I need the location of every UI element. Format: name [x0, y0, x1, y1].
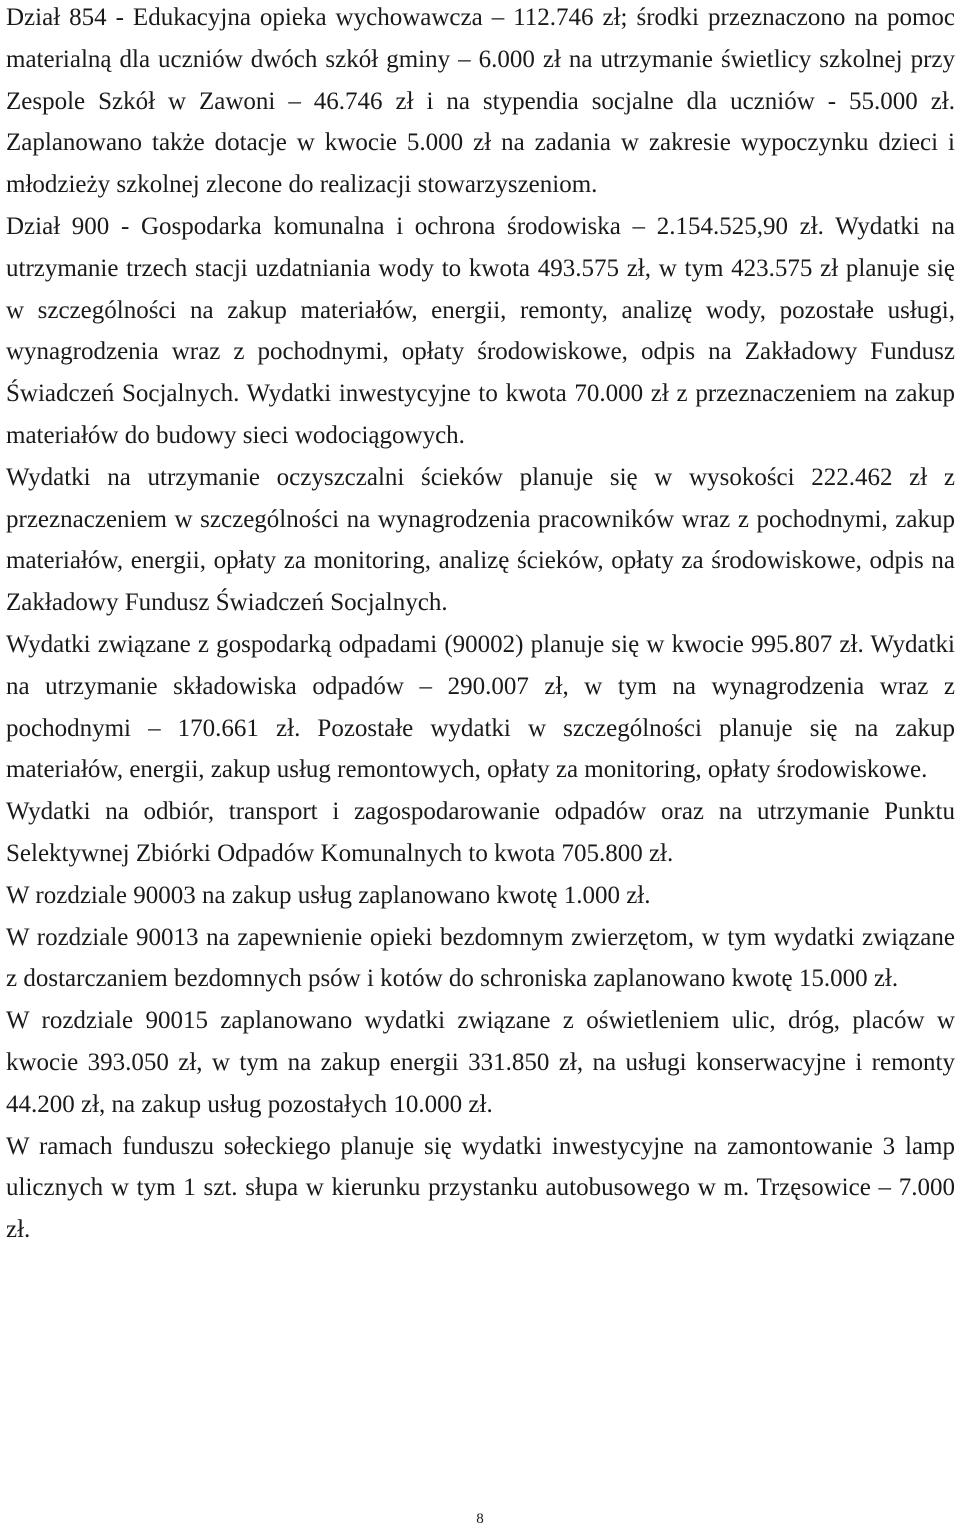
paragraph-dzial-900: Dział 900 - Gospodarka komunalna i ochrona środowiska – 2.154.525,90 zł. Wydatki na utrzymanie trzech stacji uzdatniania wody to kwota 493.575 zł, w tym 423.575 zł planuje się w szczególności na zakup materiałów, energii, remonty, analizę wody, pozostałe usługi, wynagrodzenia wraz z pochodnymi, opłaty środowiskowe, odpis na Zakładowy Fundusz Świadczeń Socjalnych. Wydatki inwestycyjne to kwota 70.000 zł z przeznaczeniem na zakup materiałów do budowy sieci wodociągowych.: [6, 212, 955, 449]
page-number: 8: [476, 1511, 484, 1527]
paragraph-gospodarka-odpadami: Wydatki związane z gospodarką odpadami (90002) planuje się w kwocie 995.807 zł. Wydatki na utrzymanie składowiska odpadów – 290.007 zł, w tym na wynagrodzenia wraz z pochodnymi – 170.661 zł. Pozostałe wydatki w szczególności planuje się na zakup materiałów, energii, zakup usług remontowych, opłaty za monitoring, opłaty środowiskowe.: [6, 630, 955, 784]
paragraph-rozdzial-90013: W rozdziale 90013 na zapewnienie opieki bezdomnym zwierzętom, w tym wydatki związane z dostarczaniem bezdomnych psów i kotów do schroniska zaplanowano kwotę 15.000 zł.: [6, 923, 955, 993]
paragraph-dzial-854: Dział 854 - Edukacyjna opieka wychowawcza – 112.746 zł; środki przeznaczono na pomoc materialną dla uczniów dwóch szkół gminy – 6.000 zł na utrzymanie świetlicy szkolnej przy Zespole Szkół w Zawoni – 46.746 zł i na stypendia socjalne dla uczniów - 55.000 zł. Zaplanowano także dotacje w kwocie 5.000 zł na zadania w zakresie wypoczynku dzieci i młodzieży szkolnej zlecone do realizacji stowarzyszeniom.: [6, 4, 955, 199]
paragraph-rozdzial-90003: W rozdziale 90003 na zakup usług zaplanowano kwotę 1.000 zł.: [6, 881, 651, 909]
paragraph-odbior-odpadow: Wydatki na odbiór, transport i zagospodarowanie odpadów oraz na utrzymanie Punktu Selektywnej Zbiórki Odpadów Komunalnych to kwota 705.800 zł.: [6, 798, 955, 867]
paragraph-oczyszczalnia: Wydatki na utrzymanie oczyszczalni ścieków planuje się w wysokości 222.462 zł z przeznaczeniem w szczególności na wynagrodzenia pracowników wraz z pochodnymi, zakup materiałów, energii, opłaty za monitoring, analizę ścieków, opłaty za środowiskowe, odpis na Zakładowy Fundusz Świadczeń Socjalnych.: [6, 463, 955, 617]
paragraph-rozdzial-90015: W rozdziale 90015 zaplanowano wydatki związane z oświetleniem ulic, dróg, placów w kwocie 393.050 zł, w tym na zakup energii 331.850 zł, na usługi konserwacyjne i remonty 44.200 zł, na zakup usług pozostałych 10.000 zł.: [6, 1007, 955, 1118]
paragraph-fundusz-solecki: W ramach funduszu sołeckiego planuje się wydatki inwestycyjne na zamontowanie 3 lamp ulicznych w tym 1 szt. słupa w kierunku przystanku autobusowego w m. Trzęsowice – 7.000 zł.: [6, 1132, 955, 1244]
document-page: [6, 0, 955, 1251]
